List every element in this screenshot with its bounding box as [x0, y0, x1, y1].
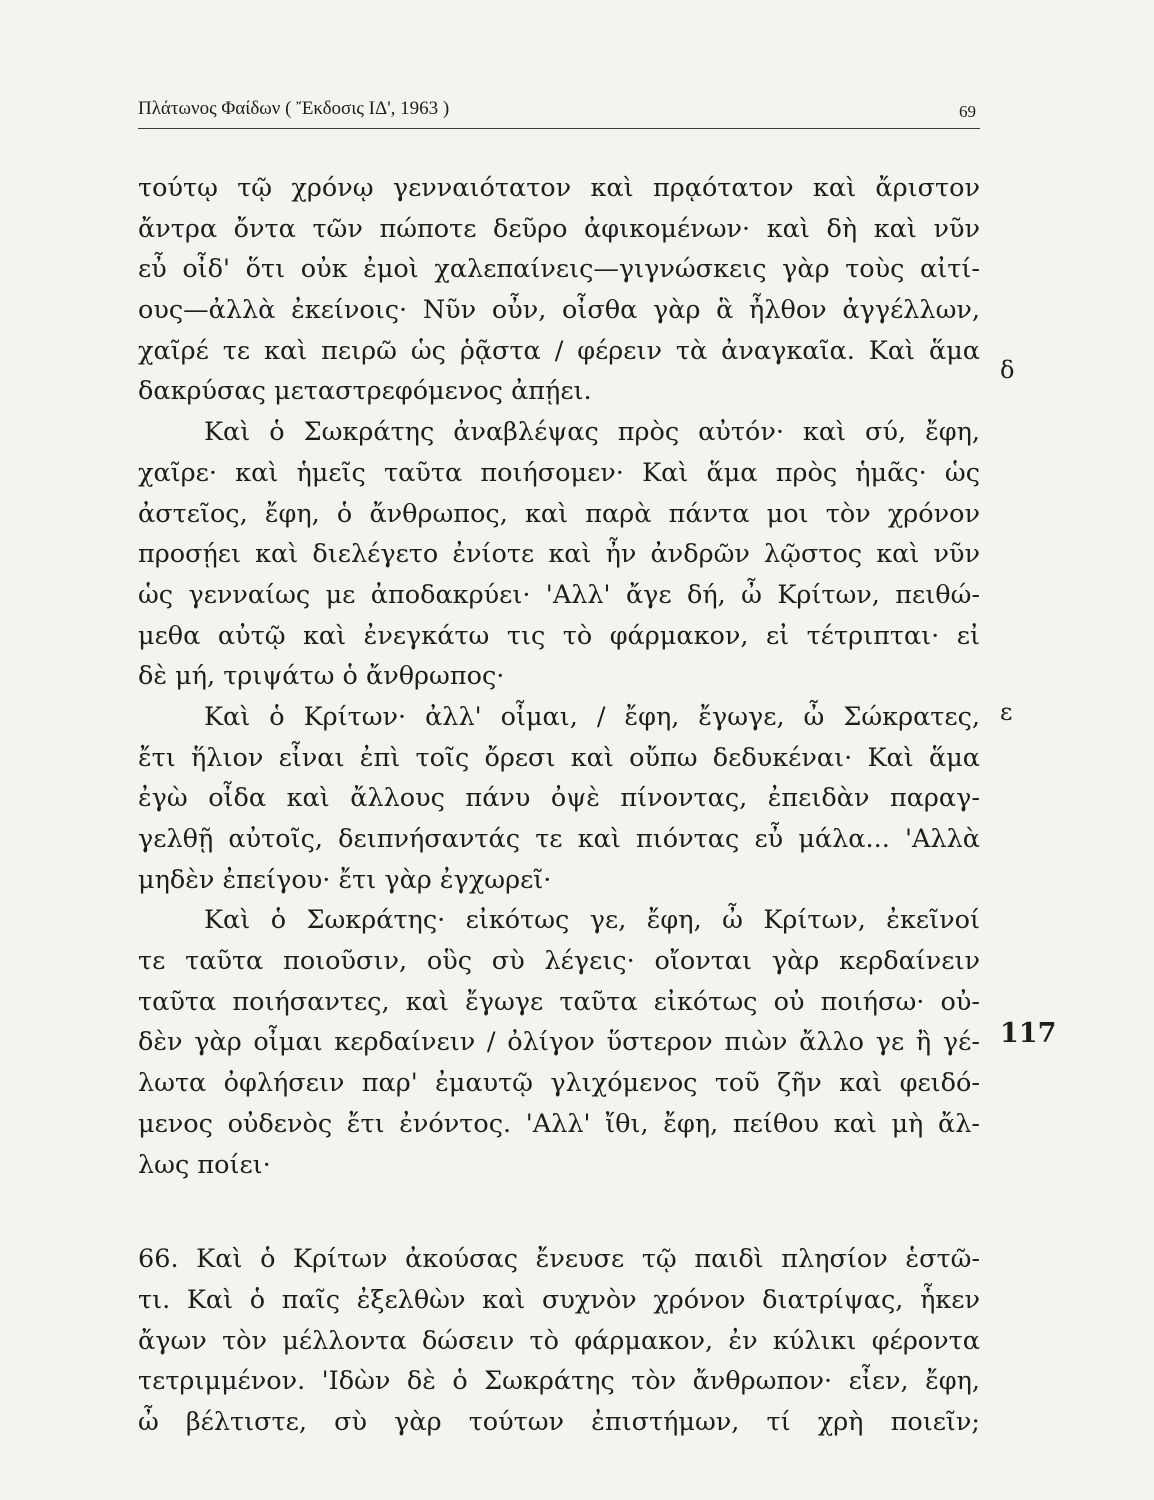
text-line: δὲ μή, τριψάτω ὁ ἄνθρωπος· [138, 661, 505, 692]
text-line: γελθῇ αὐτοῖς, δειπνήσαντάς τε καὶ πιόντας εὖ μάλα... 'Αλλὰ [138, 824, 980, 854]
text-line: ἄγων τὸν μέλλοντα δώσειν τὸ φάρμακον, ἐν κύλικι φέροντα [138, 1325, 980, 1356]
text-line: προσῄει καὶ διελέγετο ἐνίοτε καὶ ἦν ἀνδρῶν λῷστος καὶ νῦν [138, 539, 980, 570]
text-line: χαῖρέ τε καὶ πειρῶ ὡς ῥᾷστα / φέρειν τὰ ἀναγκαῖα. Καὶ ἅμα [138, 335, 980, 366]
text-line: τούτῳ τῷ χρόνῳ γενναιότατον καὶ πρᾳότατον καὶ ἄριστον [138, 173, 980, 203]
running-head-title: Πλάτωνος Φαίδων ( Ἔκδοσις ΙΔ', 1963 ) [138, 98, 450, 119]
text-line: ἔτι ἥλιον εἶναι ἐπὶ τοῖς ὄρεσι καὶ οὔπω δεδυκέναι· Καὶ ἅμα [138, 742, 980, 773]
text-line: 66. Καὶ ὁ Κρίτων ἀκούσας ἔνευσε τῷ παιδὶ πλησίον ἑστῶ- [138, 1244, 980, 1275]
running-head [138, 94, 980, 129]
text-line: ἄντρα ὄντα τῶν πώποτε δεῦρο ἀφικομένων· καὶ δὴ καὶ νῦν [138, 213, 980, 244]
text-line: μεθα αὐτῷ καὶ ἐνεγκάτω τις τὸ φάρμακον, εἰ τέτριπται· εἰ [138, 620, 980, 651]
text-line: ὦ βέλτιστε, σὺ γὰρ τούτων ἐπιστήμων, τί χρὴ ποιεῖν; [138, 1406, 980, 1437]
text-line: δακρύσας μεταστρεφόμενος ἀπῄει. [138, 376, 592, 407]
body-text [138, 168, 980, 1443]
margin-marker-epsilon: ε [1000, 698, 1013, 726]
text-line: δὲν γὰρ οἶμαι κερδαίνειν / ὀλίγον ὕστερον πιὼν ἄλλο γε ἢ γέ- [138, 1027, 980, 1058]
text-line: Καὶ ὁ Σωκράτης ἀναβλέψας πρὸς αὐτόν· καὶ σύ, ἔφη, [204, 417, 980, 448]
text-line: εὖ οἶδ' ὅτι οὐκ ἐμοὶ χαλεπαίνεις—γιγνώσκεις γὰρ τοὺς αἰτί- [138, 254, 980, 285]
text-line: χαῖρε· καὶ ἡμεῖς ταῦτα ποιήσομεν· Καὶ ἅμα πρὸς ἡμᾶς· ὡς [138, 457, 980, 488]
text-line: ταῦτα ποιήσαντες, καὶ ἔγωγε ταῦτα εἰκότως οὐ ποιήσω· οὐ- [138, 986, 980, 1017]
text-line: λως ποίει· [138, 1149, 271, 1180]
page-number: 69 [959, 102, 976, 121]
text-line: τε ταῦτα ποιοῦσιν, οὓς σὺ λέγεις· οἴονται γὰρ κερδαίνειν [138, 946, 980, 977]
text-line: λωτα ὀφλήσειν παρ' ἐμαυτῷ γλιχόμενος τοῦ ζῆν καὶ φειδό- [138, 1068, 980, 1099]
stephanus-number: 117 [1000, 1018, 1057, 1049]
text-line: τετριμμένον. 'Ιδὼν δὲ ὁ Σωκράτης τὸν ἄνθρωπον· εἶεν, ἔφη, [138, 1366, 980, 1397]
text-line: ἀστεῖος, ἔφη, ὁ ἄνθρωπος, καὶ παρὰ πάντα μοι τὸν χρόνον [138, 498, 980, 529]
text-line: ους—ἀλλὰ ἐκείνοις· Νῦν οὖν, οἶσθα γὰρ ἃ ἦλθον ἀγγέλλων, [138, 295, 980, 326]
text-line: μηδὲν ἐπείγου· ἔτι γὰρ ἐγχωρεῖ· [138, 864, 552, 895]
text-line: Καὶ ὁ Σωκράτης· εἰκότως γε, ἔφη, ὦ Κρίτων, ἐκεῖνοί [204, 905, 980, 936]
text-line: Καὶ ὁ Κρίτων· ἀλλ' οἶμαι, / ἔφη, ἔγωγε, ὦ Σώκρατες, [204, 701, 980, 732]
text-line: ἐγὼ οἶδα καὶ ἄλλους πάνυ ὀψὲ πίνοντας, ἐπειδὰν παραγ- [138, 783, 980, 814]
text-line: τι. Καὶ ὁ παῖς ἐξελθὼν καὶ συχνὸν χρόνον διατρίψας, ἧκεν [138, 1284, 980, 1315]
text-line: ὡς γενναίως με ἀποδακρύει· 'Αλλ' ἄγε δή, ὦ Κρίτων, πειθώ- [138, 579, 980, 610]
text-line: μενος οὐδενὸς ἔτι ἐνόντος. 'Αλλ' ἴθι, ἔφη, πείθου καὶ μὴ ἄλ- [138, 1108, 980, 1139]
section-gap [138, 1185, 980, 1239]
margin-marker-delta: δ [1000, 356, 1015, 384]
